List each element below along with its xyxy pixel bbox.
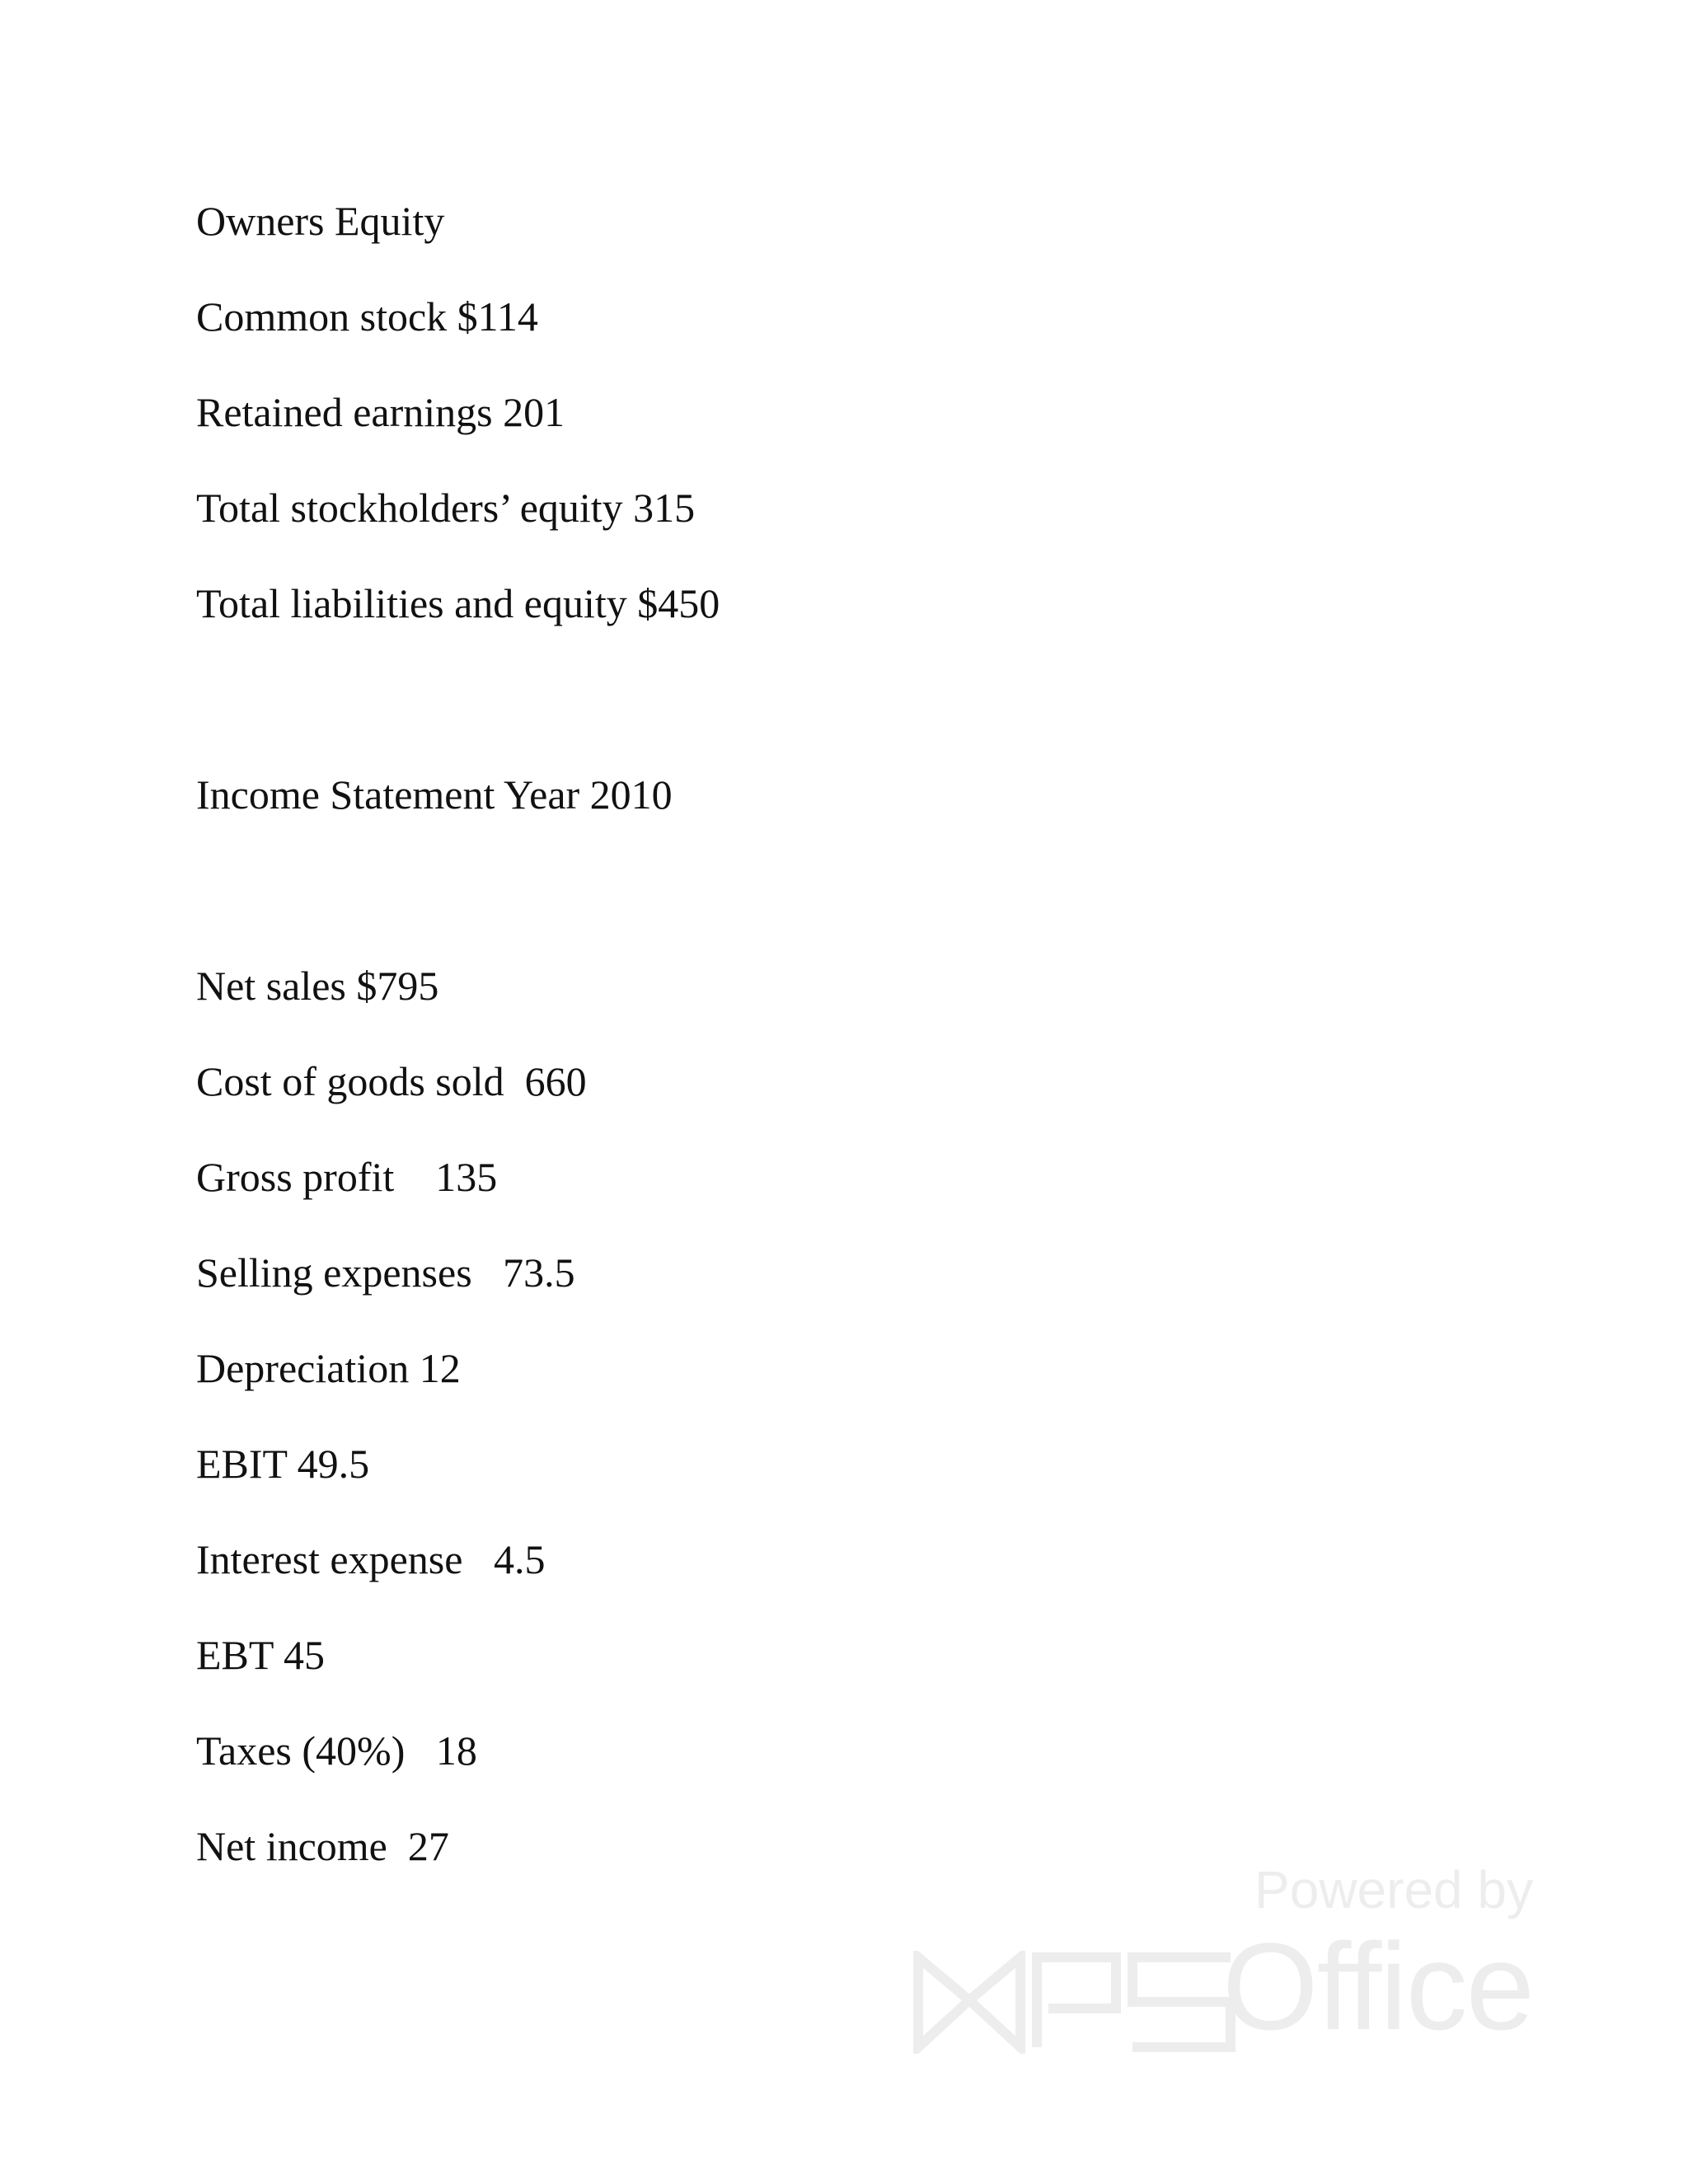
depreciation-line: Depreciation 12 <box>196 1345 461 1391</box>
net-sales-line: Net sales $795 <box>196 963 439 1009</box>
total-stockholders-equity-line: Total stockholders’ equity 315 <box>196 485 696 531</box>
wps-office-watermark <box>907 1858 1533 2056</box>
ebt-line: EBT 45 <box>196 1632 326 1678</box>
selling-expenses-line: Selling expenses 73.5 <box>196 1249 575 1296</box>
common-stock-line: Common stock $114 <box>196 293 538 340</box>
income-statement-heading: Income Statement Year 2010 <box>196 771 673 818</box>
interest-expense-line: Interest expense 4.5 <box>196 1536 546 1582</box>
wps-logo-icon <box>912 1951 1237 2054</box>
taxes-line: Taxes (40%) 18 <box>196 1727 477 1774</box>
owners-equity-heading: Owners Equity <box>196 198 445 244</box>
total-liabilities-equity-line: Total liabilities and equity $450 <box>196 580 720 626</box>
watermark-powered-by: Powered by <box>1254 1860 1533 1919</box>
net-income-line: Net income 27 <box>196 1823 449 1869</box>
retained-earnings-line: Retained earnings 201 <box>196 389 565 435</box>
gross-profit-line: Gross profit 135 <box>196 1154 498 1200</box>
watermark-office: Office <box>1221 1917 1533 2055</box>
cost-of-goods-sold-line: Cost of goods sold 660 <box>196 1058 587 1104</box>
ebit-line: EBIT 49.5 <box>196 1441 370 1487</box>
